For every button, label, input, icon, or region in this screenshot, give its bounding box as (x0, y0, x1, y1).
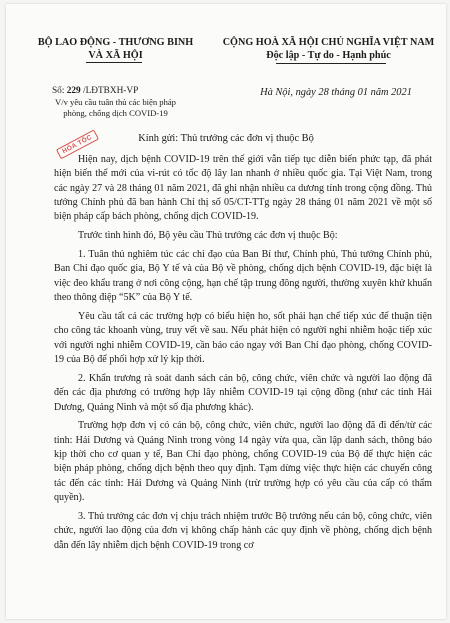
paragraph-request: Trước tình hình đó, Bộ yêu cầu Thủ trưởng các đơn vị thuộc Bộ: (78, 230, 338, 242)
paragraph-intro: Hiện nay, dịch bệnh COVID-19 trên thế giới vẫn tiếp tục diễn biến phức tạp, đã phát hiện biến thể mới của vi-rút có tốc độ lây lan nhanh ở nhiều quốc gia. Tại Việt Nam, trong các ngày 27 và 28 tháng 01 năm 2021, đã ghi nhận nhiều ca dương tính trong cộng đồng. Thủ tướng Chính phủ đã ban hành Chỉ thị số 05/CT-TTg ngày 28 tháng 01 năm 2021 về một số biện pháp cấp bách phòng, chống dịch COVID-19. (54, 154, 432, 223)
ministry-underline (86, 62, 142, 63)
addressee-line: Kính gửi: Thủ trưởng các đơn vị thuộc Bộ (138, 133, 314, 144)
nation-motto: Độc lập - Tự do - Hạnh phúc (266, 50, 391, 61)
document-page (6, 4, 446, 619)
paragraph-item-1-detail: Yêu cầu tất cả các trường hợp có biểu hiện ho, sốt phải hạn chế tiếp xúc để thuận tiện cho công tác khoanh vùng, truy vết về sau. Nếu phát hiện có người nghi nhiễm hoặc tiếp xúc với người nghi nhiễm COVID-19, cần báo cáo ngay với Ban Chỉ đạo phòng, chống COVID-19 của Bộ để phối hợp xử lý kịp thời. (54, 310, 432, 365)
urgent-stamp: HỎA TỐC (56, 130, 99, 160)
paragraph-item-1: 1. Tuân thủ nghiêm túc các chỉ đạo của Ban Bí thư, Chính phủ, Thủ tướng Chính phủ, Ban Chỉ đạo quốc gia, Bộ Y tế và của Bộ về phòng, chống dịch bệnh COVID-19, đặc biệt là việc đeo khẩu trang ở nơi công cộng, hạn chế tập trung đông người, thường xuyên khử khuẩn theo thông điệp “5K” của Bộ Y tế. (54, 249, 432, 304)
document-date: Hà Nội, ngày 28 tháng 01 năm 2021 (260, 87, 412, 98)
number-prefix: Số: (52, 86, 67, 96)
number-suffix: /LĐTBXH-VP (80, 86, 139, 96)
document-body (54, 153, 432, 557)
motto-underline (276, 63, 386, 64)
national-header (221, 36, 436, 62)
document-number (52, 86, 138, 96)
ministry-header (28, 36, 203, 62)
ministry-name-line1: BỘ LAO ĐỘNG - THƯƠNG BINH (37, 37, 194, 48)
document-subject (38, 97, 193, 118)
paragraph-item-3: 3. Thủ trưởng các đơn vị chịu trách nhiệm trước Bộ trưởng nếu cán bộ, công chức, viên chức, người lao động của đơn vị không chấp hành các quy định về phòng, chống dịch bệnh dẫn đến lây nhiễm dịch bệnh COVID-19 trong cơ (54, 510, 432, 551)
subject-line1: V/v yêu cầu tuân thủ các biện pháp (55, 97, 176, 107)
ministry-name-line2: VÀ XÃ HỘI (88, 50, 143, 61)
subject-line2: phòng, chống dịch COVID-19 (63, 107, 168, 118)
number-value: 229 (66, 86, 81, 96)
nation-name: CỘNG HOÀ XÃ HỘI CHỦ NGHĨA VIỆT NAM (222, 37, 435, 48)
paragraph-item-2: 2. Khẩn trương rà soát danh sách cán bộ, công chức, viên chức và người lao động đã đến các địa phương có trường hợp lây nhiễm COVID-19 tại cộng đồng (như các tỉnh Hải Dương, Quảng Ninh và một số địa phương khác). (54, 372, 432, 413)
paragraph-item-2-detail: Trường hợp đơn vị có cán bộ, công chức, viên chức, người lao động đã đi đến/từ các tỉnh: Hải Dương và Quảng Ninh trong vòng 14 ngày vừa qua, cần lập danh sách, thông báo kịp thời cho cơ quan y tế, Ban Chỉ đạo phòng, chống COVID-19 của Bộ để thực hiện các biện pháp phòng, chống dịch bệnh theo quy định. Tạm dừng việc thực hiện các chuyến công tác đến các tỉnh: Hải Dương và Quảng Ninh (trừ trường hợp có yêu cầu của cấp có thẩm quyền). (54, 420, 432, 504)
